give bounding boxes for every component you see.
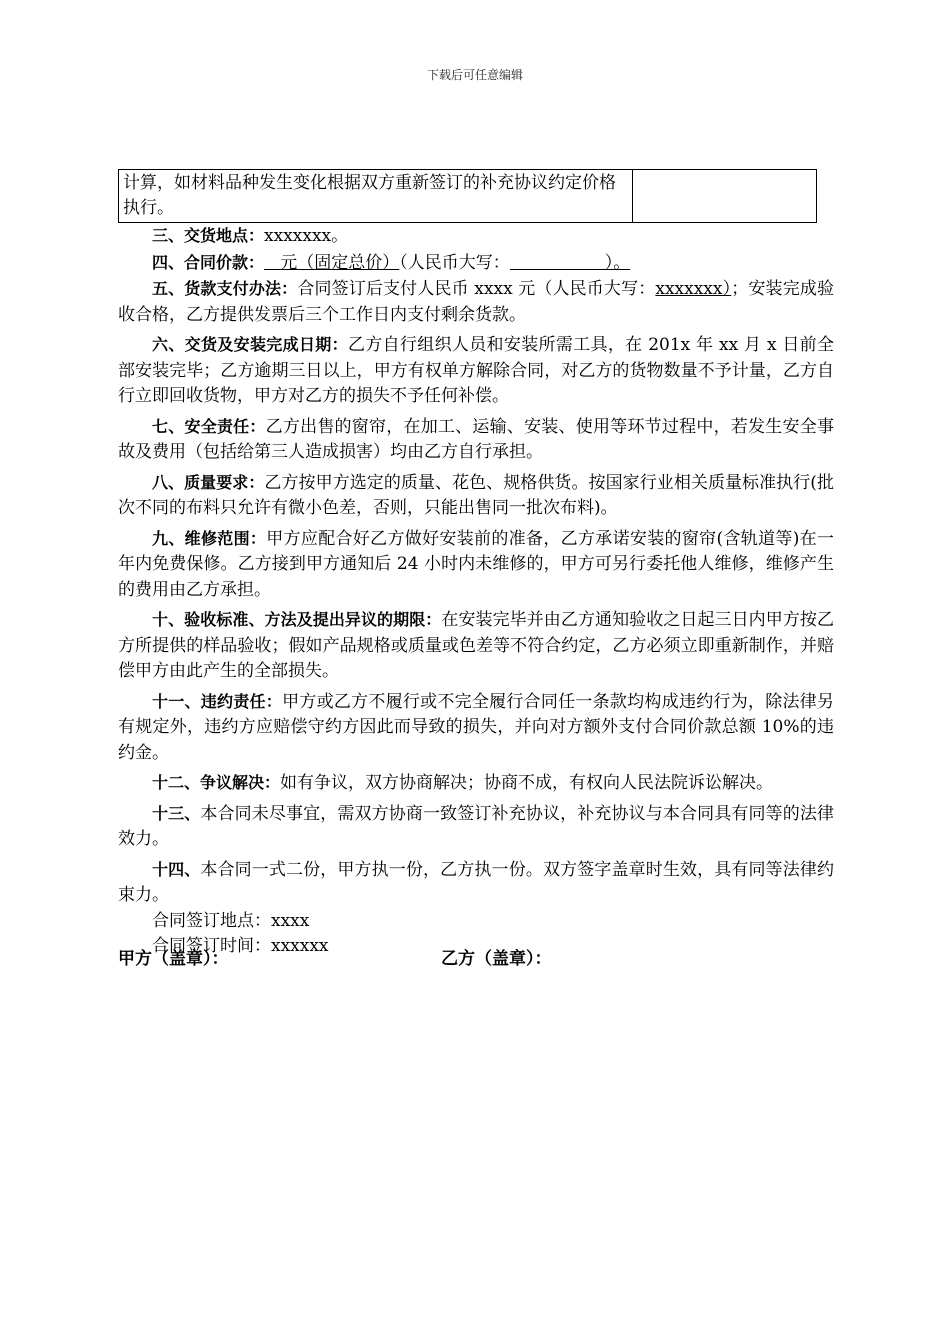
clause-text: 本合同未尽事宜，需双方协商一致签订补充协议，补充协议与本合同具有同等的法律效力。 (118, 803, 834, 849)
clause-9 (118, 526, 834, 604)
clause-title: 六、交货及安装完成日期： (152, 335, 348, 354)
clause-text: 甲方或乙方不履行或不完全履行合同任一条款均构成违约行为，除法律另有规定外，违约方应赔偿守约方因此而导致的损失，并向对方额外支付合同价款总额 10%的违约金。 (118, 691, 834, 763)
price-blank (510, 253, 605, 270)
clause-text: 本合同一式二份，甲方执一份，乙方执一份。双方签字盖章时生效，具有同等法律约束力。 (118, 859, 834, 905)
clause-title: 十三、 (152, 803, 201, 823)
clause-3 (118, 223, 834, 250)
clause-title: 四、合同价款： (152, 252, 265, 272)
clause-title: 十四、 (152, 859, 201, 879)
price-mid: （人民币大写： (399, 252, 510, 273)
clause-14 (118, 857, 834, 909)
clause-8 (118, 470, 834, 522)
contract-table (118, 169, 817, 223)
payment-amount: xxxxxxx） (655, 279, 732, 299)
clause-10 (118, 607, 834, 685)
clause-title: 五、货款支付办法： (152, 279, 298, 298)
clause-11 (118, 689, 834, 767)
table-row (119, 170, 817, 223)
clause-title: 十、验收标准、方法及提出异议的期限： (152, 610, 442, 629)
clause-title: 三、交货地点： (152, 226, 265, 245)
clause-text: 乙方出售的窗帘，在加工、运输、安装、使用等环节过程中，若发生安全事故及费用（包括给第三人造成损害）均由乙方自行承担。 (118, 416, 834, 462)
price-end: ）。 (604, 252, 631, 273)
clause-title: 七、安全责任： (152, 416, 266, 436)
clause-text: 乙方按甲方选定的质量、花色、规格供货。按国家行业相关质量标准执行(批次不同的布料只允许有微小色差，否则，只能出售同一批次布料)。 (118, 472, 834, 518)
clause-text: 如有争议，双方协商解决；协商不成，有权向人民法院诉讼解决。 (280, 773, 774, 793)
clause-5 (118, 276, 834, 328)
signing-time: 合同签订时间：xxxxxx (152, 936, 329, 956)
clause-title: 九、维修范围： (152, 528, 267, 548)
clause-title: 八、质量要求： (152, 472, 265, 492)
price-underline (264, 253, 399, 273)
clause-text: ；安装完成验收合格，乙方提供发票后三个工作日内支付剩余货款。 (118, 279, 834, 325)
contract-body (118, 223, 834, 960)
table-cell-text: 计算，如材料品种发生变化根据双方重新签订的补充协议约定价格执行。 (119, 170, 633, 223)
clause-12 (118, 770, 834, 797)
party-a-seal: 甲方（盖章）： (118, 949, 229, 969)
page-header: 下载后可任意编辑 (426, 68, 523, 82)
party-b-seal: 乙方（盖章）： (441, 949, 552, 969)
clause-title: 十二、争议解决： (152, 773, 281, 792)
clause-text: 乙方自行组织人员和安装所需工具，在 201x 年 xx 月 x 日前全部安装完毕；乙方逾期三日以上，甲方有权单方解除合同，对乙方的货物数量不予计量，乙方自行立即回收货物，甲方对乙方的损失不予任何补偿。 (118, 335, 834, 406)
clause-text: 合同签订后支付人民币 xxxx 元（人民币大写： (297, 279, 656, 299)
clause-text: 在安装完毕并由乙方通知验收之日起三日内甲方按乙方所提供的样品验收；假如产品规格或质量或色差等不符合约定，乙方必须立即重新制作，并赔偿甲方由此产生的全部损失。 (118, 610, 834, 681)
clause-13 (118, 801, 834, 853)
clause-text: xxxxxxx。 (264, 226, 349, 246)
clause-title: 十一、违约责任： (152, 691, 283, 711)
price-yuan: 元（固定总价） (280, 252, 400, 273)
clause-4 (118, 250, 834, 277)
clause-text: 甲方应配合好乙方做好安装前的准备，乙方承诺安装的窗帘(含轨道等)在一年内免费保修。乙方接到甲方通知后 24 小时内未维修的，甲方可另行委托他人维修，维修产生的费用由乙方承担。 (118, 528, 834, 600)
clause-6 (118, 332, 834, 410)
signing-place: 合同签订地点：xxxx (152, 910, 310, 931)
table-cell-empty (633, 170, 817, 223)
clause-7 (118, 414, 834, 466)
